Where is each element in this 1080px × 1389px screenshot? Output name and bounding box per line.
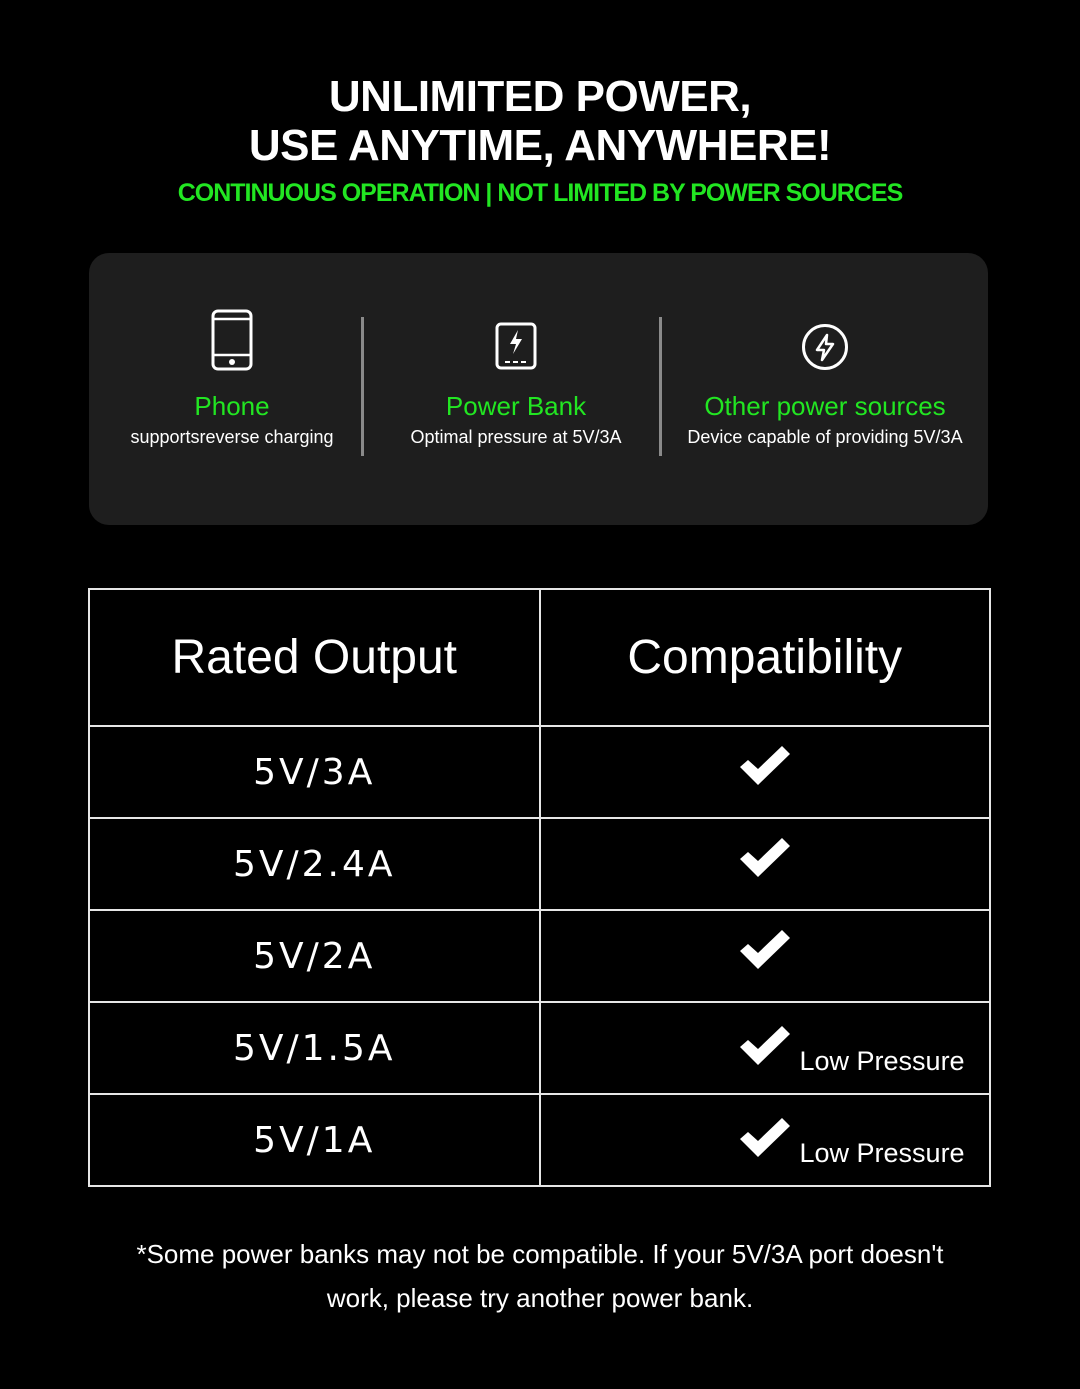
low-pressure-note: Low Pressure	[799, 1138, 965, 1168]
source-title: Phone	[194, 391, 270, 421]
lightning-circle-icon	[801, 323, 849, 376]
source-description: supportsreverse charging	[130, 427, 334, 447]
header-compatibility: Compatibility	[540, 589, 991, 726]
compatibility-cell	[540, 1002, 991, 1094]
checkmark-icon	[738, 837, 792, 884]
table-row	[89, 1002, 990, 1094]
compatibility-cell	[540, 726, 991, 818]
checkmark-icon	[738, 1025, 792, 1072]
compatibility-cell	[540, 818, 991, 910]
table-header-row	[89, 589, 990, 726]
power-sources-card	[89, 253, 988, 525]
header-rated-output: Rated Output	[89, 589, 540, 726]
checkmark-icon	[738, 1117, 792, 1164]
source-title: Power Bank	[445, 391, 587, 421]
headline-line-2: USE ANYTIME, ANYWHERE!	[248, 121, 832, 170]
compatibility-table	[88, 588, 991, 1187]
footnote-line-1: *Some power banks may not be compatible. If your 5V/3A port doesn't	[136, 1239, 944, 1269]
divider	[659, 317, 662, 456]
divider	[361, 317, 364, 456]
source-description: Optimal pressure at 5V/3A	[410, 427, 622, 447]
rated-output-cell: 5V/2A	[89, 910, 540, 1002]
checkmark-icon	[738, 929, 792, 976]
source-description: Device capable of providing 5V/3A	[687, 427, 963, 447]
source-other	[667, 253, 983, 525]
table-row	[89, 818, 990, 910]
compatibility-cell	[540, 1094, 991, 1186]
table-row	[89, 910, 990, 1002]
phone-icon	[211, 309, 253, 376]
source-phone	[109, 253, 355, 525]
rated-output-cell: 5V/2.4A	[89, 818, 540, 910]
power-bank-icon	[495, 322, 537, 375]
subtitle: CONTINUOUS OPERATION | NOT LIMITED BY POWER SOURCES	[177, 179, 903, 207]
rated-output-cell: 5V/1A	[89, 1094, 540, 1186]
rated-output-cell: 5V/1.5A	[89, 1002, 540, 1094]
footnote	[60, 1232, 1020, 1320]
source-title: Other power sources	[704, 391, 946, 421]
rated-output-cell: 5V/3A	[89, 726, 540, 818]
checkmark-icon	[738, 745, 792, 792]
footnote-line-2: work, please try another power bank.	[326, 1283, 754, 1313]
low-pressure-note: Low Pressure	[799, 1046, 965, 1076]
headline-line-1: UNLIMITED POWER,	[328, 72, 752, 121]
source-power-bank	[379, 253, 653, 525]
table-row	[89, 726, 990, 818]
table-row	[89, 1094, 990, 1186]
compatibility-cell	[540, 910, 991, 1002]
